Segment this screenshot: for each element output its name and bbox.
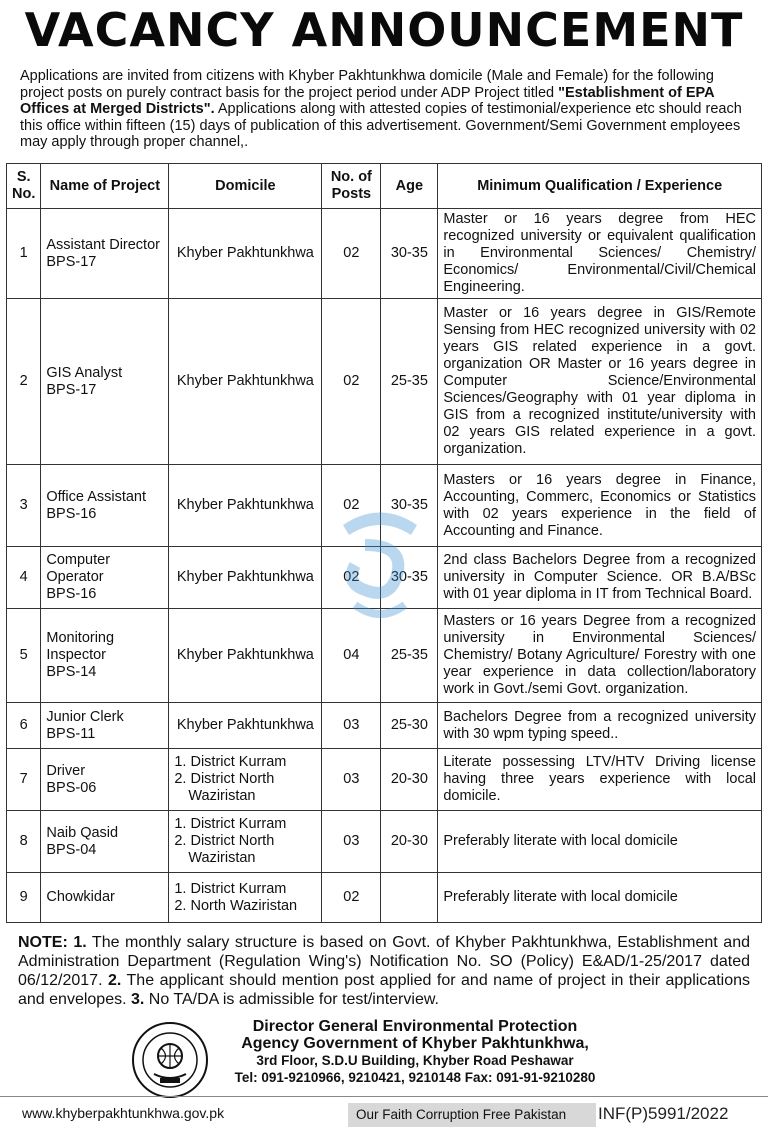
cell-name (41, 609, 169, 703)
cell-sno: 3 (7, 465, 41, 547)
cell-name (41, 703, 169, 749)
cell-sno: 1 (7, 209, 41, 299)
cell-name (41, 811, 169, 873)
cell-domicile (169, 209, 322, 299)
cell-age (381, 873, 438, 923)
post-name: Junior Clerk (46, 708, 124, 725)
cell-qualification: Masters or 16 years degree in Finance, Accounting, Commerc, Economics or Statistics with 02 years experience in the field of Accounting and Finance. (438, 465, 762, 547)
motto-banner: Our Faith Corruption Free Pakistan (348, 1103, 596, 1127)
cell-sno: 2 (7, 299, 41, 465)
post-name: Computer Operator (46, 552, 111, 585)
table-row (7, 703, 762, 749)
post-name: Office Assistant (46, 488, 147, 505)
cell-age: 25-35 (381, 299, 438, 465)
domicile-line: 2. District North (174, 771, 275, 787)
cell-age: 30-35 (381, 547, 438, 609)
cell-domicile (169, 703, 322, 749)
cell-age: 25-30 (381, 703, 438, 749)
office-address (215, 1018, 615, 1086)
office-line-1: Director General Environmental Protection (252, 1018, 578, 1035)
table-row (7, 609, 762, 703)
post-name: Monitoring Inspector (46, 630, 115, 663)
cell-qualification: Literate possessing LTV/HTV Driving license having three years experience with local domicile. (438, 749, 762, 811)
cell-sno: 6 (7, 703, 41, 749)
reference-number: INF(P)5991/2022 (598, 1104, 729, 1123)
table-row (7, 811, 762, 873)
cell-domicile (169, 749, 322, 811)
cell-age: 30-35 (381, 209, 438, 299)
office-line-3: 3rd Floor, S.D.U Building, Khyber Road Peshawar (256, 1053, 574, 1068)
cell-sno: 9 (7, 873, 41, 923)
domicile-line: Khyber Pakhtunkhwa (176, 245, 314, 261)
domicile-line: Khyber Pakhtunkhwa (176, 373, 314, 389)
cell-domicile (169, 547, 322, 609)
post-name: Chowkidar (46, 889, 115, 905)
table-row (7, 209, 762, 299)
cell-posts: 02 (322, 209, 381, 299)
cell-age: 20-30 (381, 811, 438, 873)
post-bps: BPS-04 (46, 841, 97, 858)
cell-sno: 8 (7, 811, 41, 873)
header-name: Name of Project (41, 164, 169, 209)
domicile-line: Khyber Pakhtunkhwa (176, 497, 314, 513)
post-bps: BPS-17 (46, 381, 97, 398)
post-bps: BPS-14 (46, 664, 97, 680)
cell-domicile (169, 873, 322, 923)
post-name: Driver (46, 762, 86, 779)
post-bps: BPS-16 (46, 586, 97, 602)
header-qualification: Minimum Qualification / Experience (438, 164, 762, 209)
intro-text-2: Applications along with attested copies of testimonial/experience etc should reach this office within fifteen (15) days of publication of this advertisement. Government/Semi Government employees may apply through proper channel,. (20, 101, 742, 150)
header-age: Age (381, 164, 438, 209)
cell-posts: 02 (322, 299, 381, 465)
cell-name (41, 465, 169, 547)
table-row (7, 465, 762, 547)
cell-qualification: 2nd class Bachelors Degree from a recognized university in Computer Science. OR B.A/BSc with 01 year diploma in IT from Technical Board. (438, 547, 762, 609)
post-name: Assistant Director (46, 236, 160, 253)
intro-project-title: "Establishment of EPA Offices at Merged Districts". (20, 84, 715, 117)
domicile-line: 2. North Waziristan (174, 897, 298, 914)
cell-name (41, 547, 169, 609)
website-link[interactable]: www.khyberpakhtunkhwa.gov.pk (22, 1105, 225, 1121)
cell-domicile (169, 465, 322, 547)
vacancy-table (6, 163, 762, 923)
cell-name (41, 873, 169, 923)
cell-name (41, 299, 169, 465)
intro-text-1: Applications are invited from citizens with Khyber Pakhtunkhwa domicile (Male and Female) for the following project posts on purely contract basis for the project period under ADP Project titled (20, 68, 714, 101)
table-row (7, 299, 762, 465)
note-label-3: 3. (130, 991, 145, 1008)
office-line-2: Agency Government of Khyber Pakhtunkhwa, (241, 1035, 589, 1052)
header-sno: S. No. (7, 164, 41, 209)
post-name: GIS Analyst (46, 364, 123, 381)
post-bps: BPS-17 (46, 253, 97, 270)
cell-qualification: Master or 16 years degree from HEC recognized university or equivalent qualification in Environmental Sciences/ Chemistry/ Economics/ Environmental/Civil/Chemical Engineering. (438, 209, 762, 299)
domicile-line: Waziristan (188, 850, 256, 866)
cell-posts: 04 (322, 609, 381, 703)
domicile-line: Khyber Pakhtunkhwa (176, 569, 314, 585)
note-label-2: 2. (108, 972, 122, 989)
cell-name (41, 749, 169, 811)
footer (0, 1096, 768, 1135)
domicile-line: Khyber Pakhtunkhwa (176, 647, 314, 663)
cell-name (41, 209, 169, 299)
epa-seal-icon (130, 1020, 210, 1100)
domicile-line: 1. District Kurram (174, 880, 287, 897)
note-paragraph (18, 933, 750, 1009)
cell-qualification: Bachelors Degree from a recognized university with 30 wpm typing speed.. (438, 703, 762, 749)
post-bps: BPS-11 (46, 725, 96, 742)
domicile-line: Waziristan (188, 788, 256, 804)
post-bps: BPS-16 (46, 505, 97, 522)
cell-sno: 4 (7, 547, 41, 609)
intro-paragraph (20, 68, 750, 151)
cell-qualification: Preferably literate with local domicile (438, 811, 762, 873)
cell-qualification: Master or 16 years degree in GIS/Remote Sensing from HEC recognized university with 02 years GIS related experience in a govt. organization OR Master or 16 years degree in Computer Science/Environmental Sciences/Geography with 01 year diploma in GIS from a recognized institute/university with 02 years GIS related experience in a govt. organization. (438, 299, 762, 465)
domicile-line: 1. District Kurram (174, 816, 287, 832)
cell-age: 25-35 (381, 609, 438, 703)
cell-qualification: Preferably literate with local domicile (438, 873, 762, 923)
note-text-1: The monthly salary structure is based on Govt. of Khyber Pakhtunkhwa, Establishment and Administration Department (Regulation Wing's) Notification No. SO (Policy) E&AD/1-25/2017 dated 06/12/2017. (18, 934, 750, 989)
header-posts: No. of Posts (322, 164, 381, 209)
cell-posts: 02 (322, 465, 381, 547)
post-name: Naib Qasid (46, 824, 119, 841)
cell-posts: 03 (322, 703, 381, 749)
cell-sno: 7 (7, 749, 41, 811)
cell-age: 30-35 (381, 465, 438, 547)
table-row (7, 547, 762, 609)
cell-age: 20-30 (381, 749, 438, 811)
cell-posts: 02 (322, 547, 381, 609)
table-header-row (7, 164, 762, 209)
cell-domicile (169, 299, 322, 465)
cell-posts: 03 (322, 749, 381, 811)
office-line-4: Tel: 091-9210966, 9210421, 9210148 Fax: 091-91-9210280 (234, 1070, 596, 1085)
table-row (7, 873, 762, 923)
page-title: VACANCY ANNOUNCEMENT (24, 3, 744, 57)
note-text-2: The applicant should mention post applied for and name of project in their applications and envelopes. (18, 972, 751, 1008)
cell-qualification: Masters or 16 years Degree from a recognized university in Environmental Sciences/ Chemistry/ Botany Agriculture/ Forestry with one year experience in data collection/laboratory work in Govt./semi Govt. organization. (438, 609, 762, 703)
cell-posts: 02 (322, 873, 381, 923)
note-text-3: No TA/DA is admissible for test/interview. (144, 991, 439, 1008)
post-bps: BPS-06 (46, 779, 97, 796)
header-domicile: Domicile (169, 164, 322, 209)
domicile-line: 1. District Kurram (174, 754, 287, 770)
domicile-line: 2. District North (174, 833, 275, 849)
cell-posts: 03 (322, 811, 381, 873)
table-row (7, 749, 762, 811)
cell-sno: 5 (7, 609, 41, 703)
domicile-line: Khyber Pakhtunkhwa (176, 717, 314, 733)
cell-domicile (169, 609, 322, 703)
cell-domicile (169, 811, 322, 873)
note-label-1: NOTE: 1. (18, 934, 87, 951)
